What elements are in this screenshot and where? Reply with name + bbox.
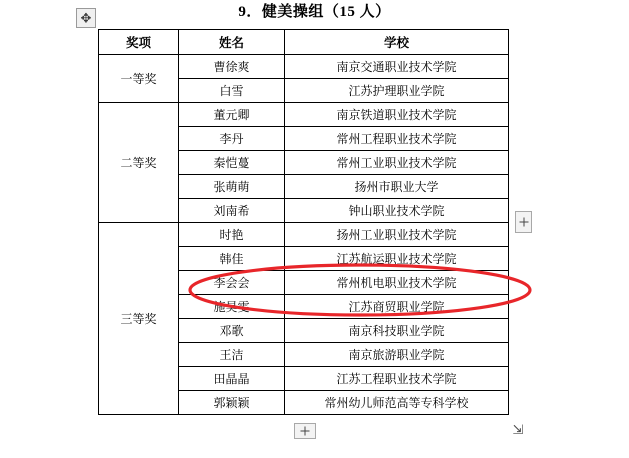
name-cell: 李会会	[179, 271, 285, 295]
school-cell: 常州机电职业技术学院	[285, 271, 509, 295]
header-name: 姓名	[179, 30, 285, 55]
table-header-row	[99, 30, 509, 55]
header-school: 学校	[285, 30, 509, 55]
name-cell: 李丹	[179, 127, 285, 151]
prize-cell-second: 二等奖	[99, 103, 179, 223]
table-row	[99, 103, 509, 127]
name-cell: 邓歌	[179, 319, 285, 343]
school-cell: 常州工程职业技术学院	[285, 127, 509, 151]
name-cell: 韩佳	[179, 247, 285, 271]
school-cell: 钟山职业技术学院	[285, 199, 509, 223]
name-cell: 曹徐爽	[179, 55, 285, 79]
name-cell: 郭颖颖	[179, 391, 285, 415]
name-cell: 田晶晶	[179, 367, 285, 391]
add-column-button[interactable]	[515, 211, 532, 233]
name-cell: 时艳	[179, 223, 285, 247]
prize-cell-third: 三等奖	[99, 223, 179, 415]
name-cell: 张萌萌	[179, 175, 285, 199]
table-resize-handle[interactable]: ⇲	[512, 422, 524, 437]
results-table-wrapper	[98, 29, 508, 415]
school-cell: 常州工业职业技术学院	[285, 151, 509, 175]
school-cell: 南京科技职业学院	[285, 319, 509, 343]
add-row-button[interactable]	[294, 423, 316, 439]
name-cell: 王洁	[179, 343, 285, 367]
name-cell: 董元卿	[179, 103, 285, 127]
table-row	[99, 223, 509, 247]
school-cell: 江苏工程职业技术学院	[285, 367, 509, 391]
results-table	[98, 29, 509, 415]
school-cell: 扬州工业职业技术学院	[285, 223, 509, 247]
name-cell: 秦恺蔓	[179, 151, 285, 175]
table-move-handle[interactable]	[76, 8, 96, 28]
school-cell: 扬州市职业大学	[285, 175, 509, 199]
table-row	[99, 55, 509, 79]
school-cell: 南京交通职业技术学院	[285, 55, 509, 79]
school-cell: 江苏航运职业技术学院	[285, 247, 509, 271]
move-cross-icon: ✥	[80, 10, 92, 26]
name-cell: 施昊雯	[179, 295, 285, 319]
page-title: 9．健美操组（15 人）	[238, 4, 391, 20]
name-cell: 白雪	[179, 79, 285, 103]
school-cell: 江苏护理职业学院	[285, 79, 509, 103]
name-cell: 刘南希	[179, 199, 285, 223]
school-cell: 南京旅游职业学院	[285, 343, 509, 367]
prize-cell-first: 一等奖	[99, 55, 179, 103]
school-cell: 南京铁道职业技术学院	[285, 103, 509, 127]
header-prize: 奖项	[99, 30, 179, 55]
school-cell: 常州幼儿师范高等专科学校	[285, 391, 509, 415]
school-cell: 江苏商贸职业学院	[285, 295, 509, 319]
